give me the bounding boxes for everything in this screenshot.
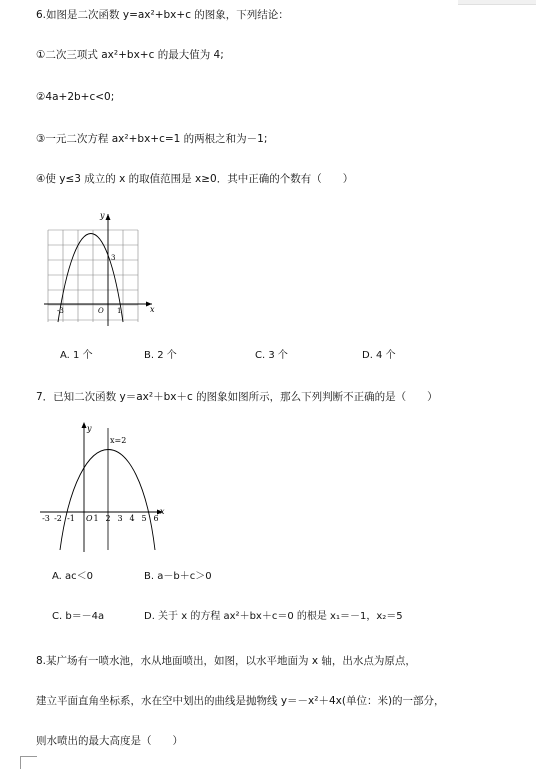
q7-tick-label: 3 [117, 514, 123, 523]
q6-option-b: B. 2 个 [144, 350, 177, 361]
q7-tick-label: 1 [93, 514, 99, 523]
q7-y-label: y [87, 424, 92, 433]
q6-option-a: A. 1 个 [60, 350, 93, 361]
window-top-strip [458, 0, 536, 5]
q6-y-label: y [100, 211, 105, 220]
q6-stem: 6.如图是二次函数 y=ax²+bx+c 的图象，下列结论： [36, 9, 289, 21]
q8-line-2: 建立平面直角坐标系，水在空中划出的曲线是抛物线 y＝－x²＋4x(单位：米)的一部分， [36, 695, 445, 707]
q7-option-d: D. 关于 x 的方程 ax²＋bx＋c＝0 的根是 x₁＝－1，x₂＝5 [144, 611, 403, 622]
q7-tick-label: 2 [105, 514, 111, 523]
q7-parabola [60, 450, 155, 551]
q6-x-label: x [150, 305, 155, 314]
q6-label-neg3: -3 [57, 307, 64, 315]
q8-line-3: 则水喷出的最大高度是（ ） [36, 735, 183, 747]
q7-tick-label: 4 [129, 514, 135, 523]
q6-statement-4: ④使 y≤3 成立的 x 的取值范围是 x≥0．其中正确的个数有（ ） [36, 173, 354, 185]
q7-tick-label: -1 [67, 514, 75, 523]
q7-x-label: x [160, 507, 165, 516]
q6-label-3: 3 [111, 254, 116, 262]
q6-statement-3: ③一元二次方程 ax²+bx+c=1 的两根之和为－1; [36, 133, 268, 145]
q7-stem: 7．已知二次函数 y＝ax²＋bx＋c 的图象如图所示，那么下列判断不正确的是（ ） [36, 391, 438, 403]
q8-line-1: 8.某广场有一喷水池，水从地面喷出，如图，以水平地面为 x 轴，出水点为原点， [36, 655, 416, 667]
q7-y-arrow-icon [82, 422, 87, 428]
q7-tick-label: -3 [42, 514, 50, 523]
q7-graph [36, 416, 176, 556]
q6-option-c: C. 3 个 [255, 350, 288, 361]
q6-label-1: 1 [117, 307, 122, 315]
q7-option-c: C. b＝－4a [52, 611, 105, 622]
q6-statement-1: ①二次三项式 ax²+bx+c 的最大值为 4; [36, 49, 224, 61]
q6-y-arrow-icon [106, 214, 111, 220]
q6-parabola [58, 234, 123, 323]
q7-option-a: A. ac＜0 [52, 571, 94, 582]
q7-tick-label: -2 [54, 514, 62, 523]
q7-tick-label: 6 [153, 514, 159, 523]
q7-option-b: B. a－b＋c＞0 [144, 571, 212, 582]
q6-statement-2: ②4a+2b+c<0; [36, 91, 115, 103]
q6-option-d: D. 4 个 [362, 350, 396, 361]
q7-symmetry-label: x=2 [110, 436, 127, 445]
q7-tick-label: 5 [141, 514, 147, 523]
q6-origin-label: O [98, 307, 104, 315]
page-corner-mark [20, 756, 37, 769]
q7-origin-label: O [86, 514, 93, 523]
q6-graph [40, 208, 160, 328]
